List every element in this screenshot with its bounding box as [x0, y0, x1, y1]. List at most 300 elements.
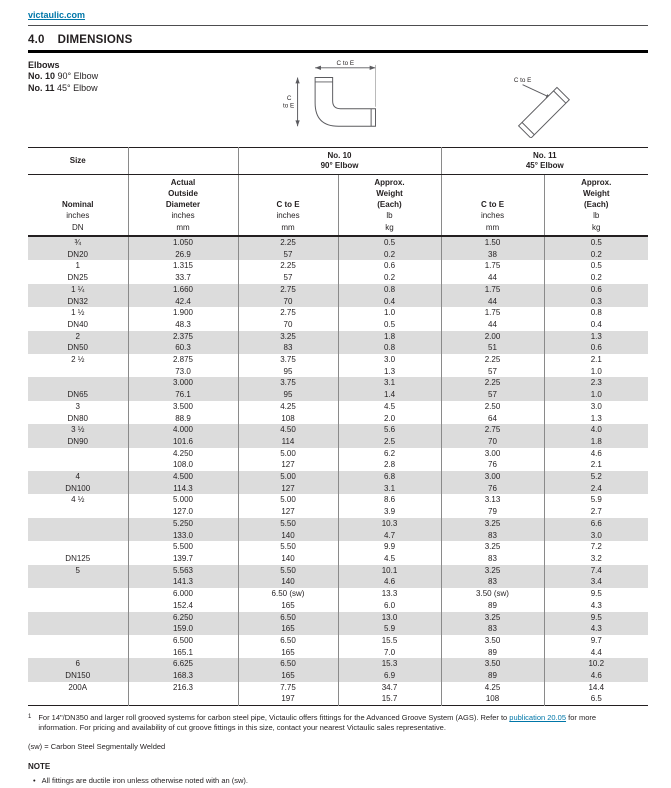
header-divider [28, 25, 648, 26]
table-row-inches [28, 377, 648, 389]
cell: 3.00 [441, 471, 544, 483]
cell: 0.6 [338, 260, 441, 272]
cell: 3.25 [441, 565, 544, 577]
table-row-mm [28, 342, 648, 354]
column-header: Nominal inches DN [28, 175, 128, 237]
footnote-before: For 14"/DN350 and larger roll grooved systems for carbon steel pipe, Victaulic offers fittings for the Advanced Groove System (AGS). Refer to [38, 713, 508, 723]
cell: 2.75 [238, 307, 338, 319]
cell: 3.75 [238, 377, 338, 389]
cell: 2 [28, 331, 128, 343]
cell: 165 [238, 623, 338, 635]
cell: 1.050 [128, 236, 238, 249]
table-row-inches [28, 236, 648, 249]
cell: 89 [441, 600, 544, 612]
cell: 14.4 [544, 682, 648, 694]
cell: 4.5 [338, 553, 441, 565]
cell: 89 [441, 670, 544, 682]
cell: 57 [238, 272, 338, 284]
cell: 2.75 [441, 424, 544, 436]
cell: 44 [441, 296, 544, 308]
cell: 44 [441, 319, 544, 331]
elbow-90-diagram [282, 58, 394, 138]
publication-link[interactable]: publication 20.05 [509, 713, 567, 723]
cell: DN90 [28, 436, 128, 448]
cell: 133.0 [128, 530, 238, 542]
cell: 3.75 [238, 354, 338, 366]
cell: 0.2 [338, 249, 441, 261]
cell: 7.75 [238, 682, 338, 694]
cell: 89 [441, 647, 544, 659]
cell: 3.0 [544, 401, 648, 413]
cell: 127 [238, 506, 338, 518]
table-row-inches [28, 331, 648, 343]
dim-label-c-to-e: C to E [336, 59, 355, 67]
cell: 83 [441, 576, 544, 588]
cell: 5.50 [238, 518, 338, 530]
note-bullet [28, 776, 648, 786]
group-header-no10 [238, 148, 441, 175]
cell: 3.2 [544, 553, 648, 565]
cell: 5.00 [238, 494, 338, 506]
cell: 200A [68, 682, 88, 692]
table-row-mm [28, 272, 648, 284]
cell: 83 [441, 530, 544, 542]
cell: 4 ½ [71, 495, 85, 505]
cell: 6.250 [128, 612, 238, 624]
cell: 26.9 [128, 249, 238, 261]
cell: 152.4 [128, 600, 238, 612]
cell: 0.8 [338, 284, 441, 296]
cell: 6.8 [338, 471, 441, 483]
cell: 2.0 [338, 413, 441, 425]
cell: 6 [28, 658, 128, 670]
cell [28, 623, 128, 635]
cell: 57 [238, 249, 338, 261]
cell: 4.3 [544, 623, 648, 635]
cell [28, 366, 128, 378]
table-row-inches [28, 612, 648, 624]
cell: 0.4 [544, 319, 648, 331]
cell: 0.5 [544, 260, 648, 272]
cell: 70 [238, 296, 338, 308]
cell: 4.5 [338, 401, 441, 413]
cell: 3.50 (sw) [441, 588, 544, 600]
cell: 165.1 [128, 647, 238, 659]
cell [28, 448, 128, 460]
cell: 60.3 [128, 342, 238, 354]
cell: DN25 [67, 273, 88, 283]
table-row-mm [28, 296, 648, 308]
cell: 3.4 [544, 576, 648, 588]
cell: 114 [238, 436, 338, 448]
note-title: NOTE [28, 762, 51, 772]
cell: 83 [441, 553, 544, 565]
cell: 13.0 [338, 612, 441, 624]
cell: 5.9 [544, 494, 648, 506]
cell: 4.6 [338, 576, 441, 588]
column-header: C to E inches mm [441, 175, 544, 237]
cell: DN32 [28, 296, 128, 308]
group-no11-number: No. 11 [532, 150, 557, 160]
cell: 1.0 [338, 307, 441, 319]
bullet-icon: • [33, 776, 36, 786]
table-row-mm [28, 530, 648, 542]
table-row-inches [28, 354, 648, 366]
cell: 3.1 [338, 483, 441, 495]
size-header: Size [28, 148, 128, 175]
cell: 2.875 [128, 354, 238, 366]
cell: 108 [441, 693, 544, 705]
section-number: 4.0 [28, 34, 45, 46]
table-row-inches [28, 682, 648, 694]
cell [28, 541, 128, 553]
cell: 1.660 [128, 284, 238, 296]
cell: 0.3 [544, 296, 648, 308]
cell: 0.2 [544, 272, 648, 284]
cell: 3.25 [441, 612, 544, 624]
cell: 1.3 [544, 331, 648, 343]
cell: 2.1 [544, 459, 648, 471]
footnote-after: for more information. For pricing and availability of cut groove fittings in this size, contact your nearest Victaulic sales representative. [38, 713, 597, 733]
table-row-mm [28, 693, 648, 705]
cell: 7.4 [544, 565, 648, 577]
cell: 4.7 [338, 530, 441, 542]
section-divider [28, 50, 648, 53]
footnote [28, 713, 628, 733]
cell: 2.25 [441, 377, 544, 389]
cell: 83 [441, 623, 544, 635]
cell: DN20 [28, 249, 128, 261]
cell: 5.9 [338, 623, 441, 635]
cell: 1.3 [544, 413, 648, 425]
cell: 0.8 [544, 307, 648, 319]
cell: 76 [441, 483, 544, 495]
cell: 44 [441, 272, 544, 284]
cell: 3.50 [441, 658, 544, 670]
cell: 3.9 [338, 506, 441, 518]
cell: 165 [238, 670, 338, 682]
cell: 140 [238, 576, 338, 588]
table-row-mm [28, 366, 648, 378]
cell: 48.3 [128, 319, 238, 331]
cell: 95 [238, 366, 338, 378]
cell: 1.75 [441, 307, 544, 319]
table-row-inches [28, 284, 648, 296]
cell: 3.25 [441, 541, 544, 553]
cell: 73.0 [128, 366, 238, 378]
dimensions-table [28, 147, 648, 706]
table-row-mm [28, 389, 648, 401]
table-row-mm [28, 413, 648, 425]
cell: 5.00 [238, 471, 338, 483]
table-row-mm [28, 249, 648, 261]
cell: 1.0 [544, 366, 648, 378]
cell: 0.2 [338, 272, 441, 284]
cell [28, 377, 128, 389]
cell: 3.25 [238, 331, 338, 343]
cell: 1.900 [128, 307, 238, 319]
cell: 8.6 [338, 494, 441, 506]
cell: 38 [441, 249, 544, 261]
section-title: DIMENSIONS [57, 34, 133, 46]
cell: 6.0 [338, 600, 441, 612]
cell: 2.25 [238, 260, 338, 272]
cell: 83 [238, 342, 338, 354]
table-row-mm [28, 436, 648, 448]
cell: 2.375 [128, 331, 238, 343]
cell: 33.7 [128, 272, 238, 284]
cell: 2.00 [441, 331, 544, 343]
cell: 4.25 [441, 682, 544, 694]
cell: 6.50 [238, 658, 338, 670]
product-number: No. 10 [28, 71, 56, 81]
cell: 114.3 [128, 483, 238, 495]
table-row-mm [28, 553, 648, 565]
cell: 2.8 [338, 459, 441, 471]
table-row-inches [28, 635, 648, 647]
cell: 34.7 [338, 682, 441, 694]
cell: 51 [441, 342, 544, 354]
cell: 140 [238, 553, 338, 565]
site-link[interactable]: victaulic.com [28, 10, 86, 20]
cell: 10.1 [338, 565, 441, 577]
cell: 2.75 [238, 284, 338, 296]
table-row-inches [28, 494, 648, 506]
column-header: Approx. Weight (Each) lb kg [544, 175, 648, 237]
cell: 4.6 [544, 448, 648, 460]
cell: 127 [238, 483, 338, 495]
cell: 4.250 [128, 448, 238, 460]
table-row-inches [28, 424, 648, 436]
cell: 165 [238, 647, 338, 659]
cell: 6.9 [338, 670, 441, 682]
cell: 5 [28, 565, 128, 577]
product-desc: 45° Elbow [57, 82, 98, 93]
cell: DN65 [28, 389, 128, 401]
cell [28, 530, 128, 542]
cell: 3.50 [441, 635, 544, 647]
cell: 1 ¼ [28, 284, 128, 296]
subsection-title: Elbows [28, 60, 60, 70]
cell [28, 647, 128, 659]
cell: 3.000 [128, 377, 238, 389]
cell: DN100 [28, 483, 128, 495]
table-row-inches [28, 401, 648, 413]
cell: 9.5 [544, 612, 648, 624]
section-heading [28, 34, 648, 47]
cell [28, 693, 128, 705]
cell: 4.25 [238, 401, 338, 413]
cell: 0.5 [544, 236, 648, 249]
cell [28, 588, 128, 600]
product-desc: 90° Elbow [57, 71, 99, 81]
note-bullet-text: All fittings are ductile iron unless otherwise noted with an (sw). [41, 776, 248, 786]
cell: 76 [441, 459, 544, 471]
cell: 140 [238, 530, 338, 542]
table-row-inches [28, 260, 648, 272]
cell: 2.1 [544, 354, 648, 366]
cell: 5.50 [238, 565, 338, 577]
table-row-inches [28, 588, 648, 600]
cell: 2.7 [544, 506, 648, 518]
cell: 6.000 [128, 588, 238, 600]
cell: 15.3 [338, 658, 441, 670]
cell: 7.2 [544, 541, 648, 553]
cell: 5.563 [128, 565, 238, 577]
table-row-mm [28, 576, 648, 588]
cell: 4.4 [544, 647, 648, 659]
table-row-inches [28, 307, 648, 319]
cell: 2 ½ [71, 355, 85, 365]
cell: 10.2 [544, 658, 648, 670]
cell [28, 459, 128, 471]
cell: 9.5 [544, 588, 648, 600]
cell: 3.13 [441, 494, 544, 506]
table-body [28, 236, 648, 706]
cell: DN125 [65, 553, 91, 563]
group-no10-desc: 90° Elbow [320, 161, 359, 170]
cell: 3 ½ [28, 424, 128, 436]
cell: 2.4 [544, 483, 648, 495]
cell: 0.6 [544, 342, 648, 354]
cell: 108 [238, 413, 338, 425]
cell: 6.6 [544, 518, 648, 530]
cell: 57 [441, 389, 544, 401]
cell: 3.0 [338, 354, 441, 366]
cell: 57 [441, 366, 544, 378]
cell: 127 [238, 459, 338, 471]
table-row-inches [28, 518, 648, 530]
cell: 1.75 [441, 284, 544, 296]
cell: 0.2 [544, 249, 648, 261]
dim-label-c: C [286, 94, 292, 102]
cell: 6.5 [544, 693, 648, 705]
cell: 1.3 [338, 366, 441, 378]
cell [28, 612, 128, 624]
cell [28, 635, 128, 647]
cell: 168.3 [128, 670, 238, 682]
cell: 1 [75, 261, 80, 271]
cell: 5.250 [128, 518, 238, 530]
group-no11-desc: 45° Elbow [525, 161, 564, 170]
dim-label-c-to-e: C to E [513, 76, 532, 84]
cell: 88.9 [128, 413, 238, 425]
table-row-mm [28, 319, 648, 331]
footnote-text [38, 713, 628, 733]
cell [28, 518, 128, 530]
cell: DN50 [28, 342, 128, 354]
table-row-mm [28, 600, 648, 612]
cell: 0.4 [338, 296, 441, 308]
cell: 5.00 [238, 448, 338, 460]
cell: 101.6 [128, 436, 238, 448]
cell: 70 [238, 319, 338, 331]
cell: 1.8 [544, 436, 648, 448]
cell: DN150 [28, 670, 128, 682]
cell: 165 [238, 600, 338, 612]
cell: 4.0 [544, 424, 648, 436]
group-no10-number: No. 10 [327, 150, 352, 160]
cell: 1.0 [544, 389, 648, 401]
cell: 5.6 [338, 424, 441, 436]
table-row-inches [28, 541, 648, 553]
cell: 15.5 [338, 635, 441, 647]
od-header-spacer [128, 148, 238, 175]
cell: 10.3 [338, 518, 441, 530]
cell: 3.500 [128, 401, 238, 413]
cell: ¾ [28, 236, 128, 249]
cell: 3.25 [441, 518, 544, 530]
cell [128, 693, 238, 705]
cell: 2.25 [441, 354, 544, 366]
cell: 6.625 [128, 658, 238, 670]
cell: 0.5 [338, 319, 441, 331]
dim-label-to-e: to E [282, 102, 295, 110]
elbow-45-diagram [492, 74, 592, 138]
cell [28, 506, 128, 518]
table-row-inches [28, 448, 648, 460]
cell: 42.4 [128, 296, 238, 308]
cell: 6.50 [238, 635, 338, 647]
cell: 4 [28, 471, 128, 483]
cell: 0.8 [338, 342, 441, 354]
cell: 4.500 [128, 471, 238, 483]
sw-note: (sw) = Carbon Steel Segmentally Welded [28, 742, 166, 752]
cell: 15.7 [338, 693, 441, 705]
cell: 95 [238, 389, 338, 401]
table-row-inches [28, 658, 648, 670]
cell: 0.5 [338, 236, 441, 249]
cell: 3.0 [544, 530, 648, 542]
cell: 141.3 [128, 576, 238, 588]
cell: 127.0 [128, 506, 238, 518]
cell: 139.7 [128, 553, 238, 565]
group-header-no11 [441, 148, 648, 175]
table-row-mm [28, 670, 648, 682]
table-row-mm [28, 506, 648, 518]
cell: 6.2 [338, 448, 441, 460]
column-header: Approx. Weight (Each) lb kg [338, 175, 441, 237]
cell [28, 576, 128, 588]
cell: 4.6 [544, 670, 648, 682]
cell: 3 [75, 401, 80, 411]
cell: 5.50 [238, 541, 338, 553]
cell: 4.50 [238, 424, 338, 436]
table-group-header-row [28, 148, 648, 175]
cell: 2.50 [441, 401, 544, 413]
cell: 6.50 (sw) [238, 588, 338, 600]
cell: 5.000 [128, 494, 238, 506]
cell: 2.3 [544, 377, 648, 389]
cell: 2.5 [338, 436, 441, 448]
cell: DN80 [67, 413, 88, 423]
table-row-mm [28, 623, 648, 635]
cell: 108.0 [128, 459, 238, 471]
cell: 2.25 [238, 236, 338, 249]
cell: 6.50 [238, 612, 338, 624]
cell: 216.3 [128, 682, 238, 694]
cell [28, 600, 128, 612]
cell: 1.50 [441, 236, 544, 249]
cell: 1.4 [338, 389, 441, 401]
cell: DN40 [67, 319, 88, 329]
cell: 9.9 [338, 541, 441, 553]
cell: 1 ½ [71, 308, 85, 318]
column-header: Actual Outside Diameter inches mm [128, 175, 238, 237]
cell: 9.7 [544, 635, 648, 647]
cell: 1.315 [128, 260, 238, 272]
table-row-inches [28, 565, 648, 577]
